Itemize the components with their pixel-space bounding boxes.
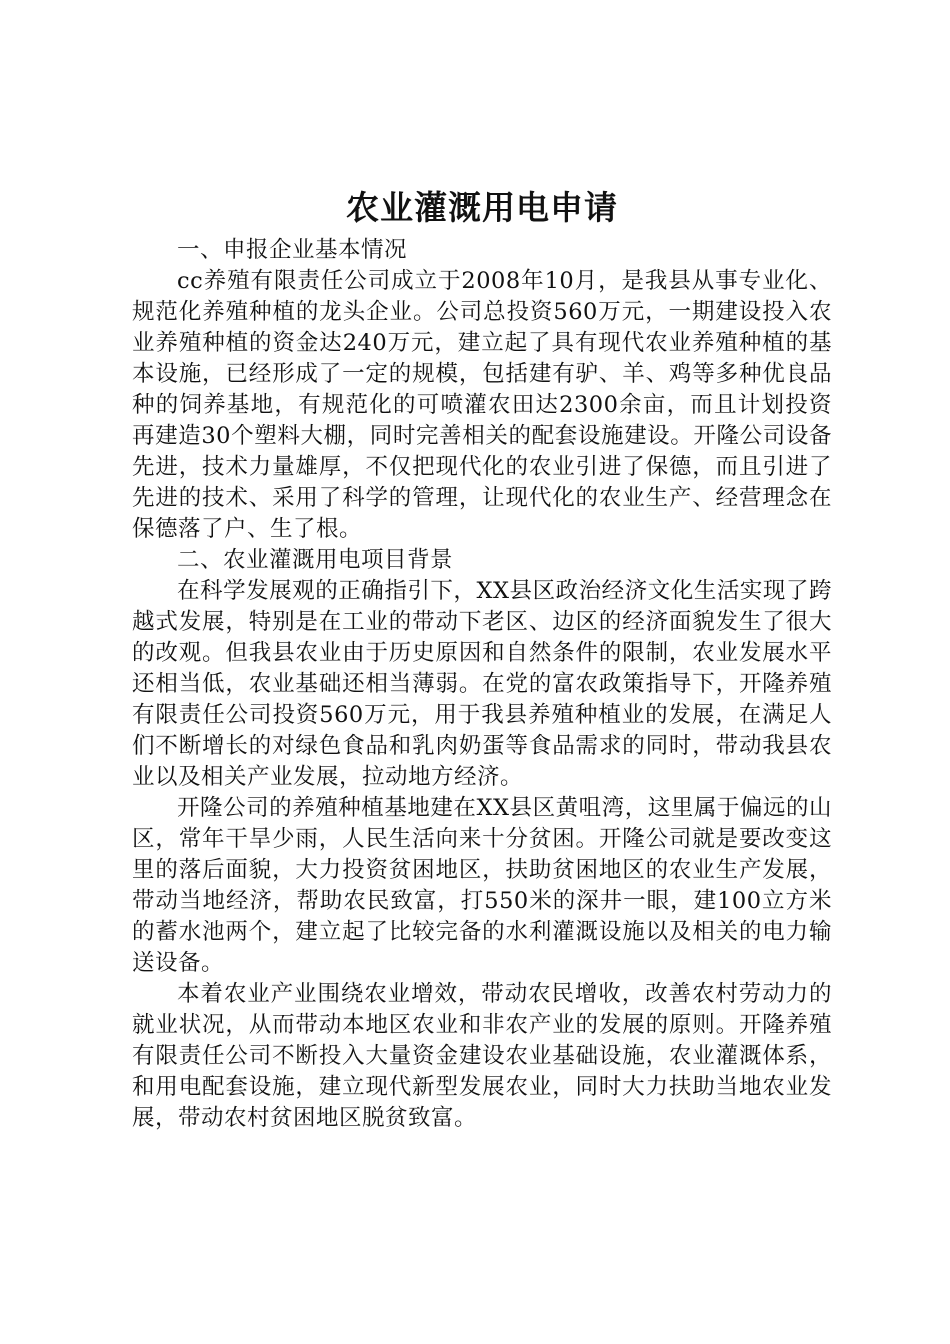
section-heading-basic-info: 一、申报企业基本情况 <box>177 237 408 263</box>
paragraph: 本着农业产业围绕农业增效，带动农民增收，改善农村劳动力的就业状况，从而带动本地区农业和非农产业的发展的原则。开隆养殖有限责任公司不断投入大量资金建设农业基础设施，农业灌溉体系，和用电配套设施，建立现代新型发展农业，同时大力扶助当地农业发展，带动农村贫困地区脱贫致富。 <box>132 981 832 1131</box>
document-page <box>132 183 832 1134</box>
section-basic-info <box>132 235 832 545</box>
paragraph: 在科学发展观的正确指引下，XX县区政治经济文化生活实现了跨越式发展，特别是在工业的带动下老区、边区的经济面貌发生了很大的改观。但我县农业由于历史原因和自然条件的限制，农业发展水平还相当低，农业基础还相当薄弱。在党的富农政策指导下，开隆养殖有限责任公司投资560万元，用于我县养殖种植业的发展，在满足人们不断增长的对绿色食品和乳肉奶蛋等食品需求的同时，带动我县农业以及相关产业发展，拉动地方经济。 <box>132 578 832 790</box>
document-title: 农业灌溉用电申请 <box>346 188 618 227</box>
paragraph: 开隆公司的养殖种植基地建在XX县区黄咀湾，这里属于偏远的山区，常年干旱少雨，人民生活向来十分贫困。开隆公司就是要改变这里的落后面貌，大力投资贫困地区，扶助贫困地区的农业生产发展，带动当地经济，帮助农民致富，打550米的深井一眼，建100立方米的蓄水池两个，建立起了比较完备的水利灌溉设施以及相关的电力输送设备。 <box>132 795 832 976</box>
section-project-background <box>132 545 832 1134</box>
section-heading-project-background: 二、农业灌溉用电项目背景 <box>177 547 454 573</box>
paragraph: cc养殖有限责任公司成立于2008年10月，是我县从事专业化、规范化养殖种植的龙头企业。公司总投资560万元，一期建设投入农业养殖种植的资金达240万元，建立起了具有现代农业养殖种植的基本设施，已经形成了一定的规模，包括建有驴、羊、鸡等多种优良品种的饲养基地，有规范化的可喷灌农田达2300余亩，而且计划投资再建造30个塑料大棚，同时完善相关的配套设施建设。开隆公司设备先进，技术力量雄厚，不仅把现代化的农业引进了保德，而且引进了先进的技术、采用了科学的管理，让现代化的农业生产、经营理念在保德落了户、生了根。 <box>132 268 832 542</box>
